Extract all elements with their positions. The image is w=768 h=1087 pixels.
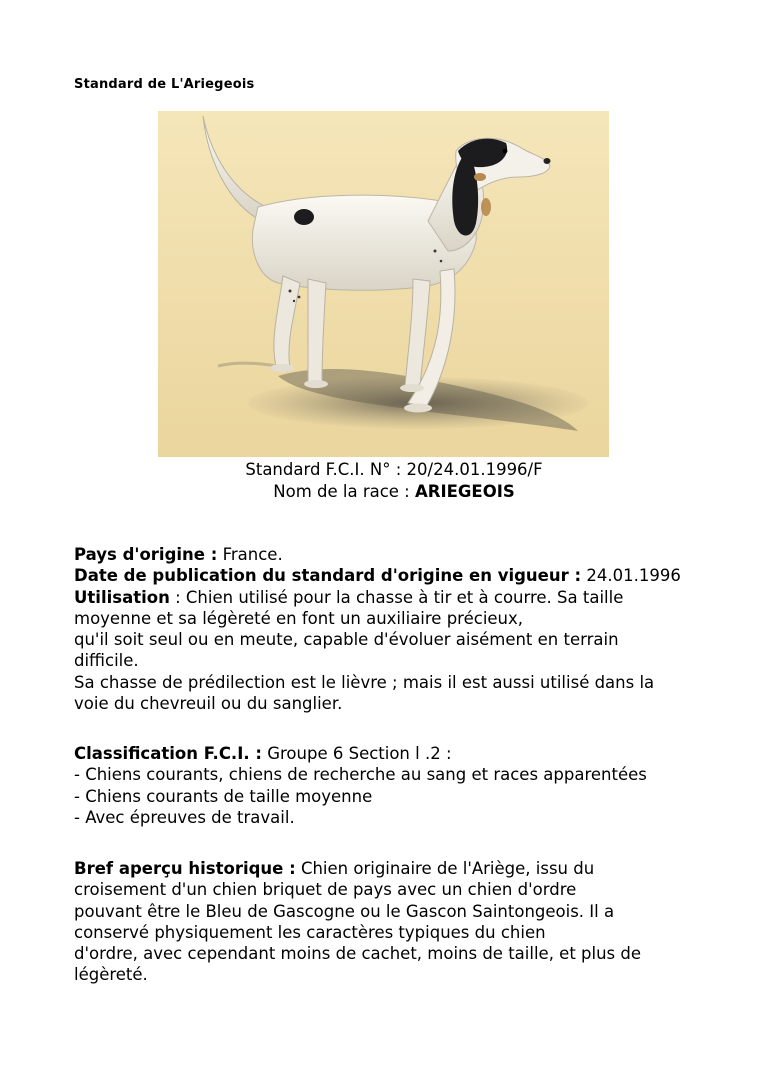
breed-name: ARIEGEOIS: [415, 482, 515, 501]
use-text-1: : Chien utilisé pour la chasse à tir et à courre. Sa taille: [175, 587, 624, 607]
classification-section: [74, 743, 704, 828]
classification-label: Classification F.C.I. :: [74, 744, 262, 763]
use-line-2: moyenne et sa légèreté en font un auxiliaire précieux,: [74, 608, 524, 628]
country-line: [74, 544, 704, 565]
breed-name-line: [0, 482, 768, 501]
use-line-1: [74, 587, 704, 608]
dog-illustration: [158, 111, 609, 457]
history-line-6: légèreté.: [74, 965, 148, 985]
date-label: Date de publication du standard d'origine en vigueur :: [74, 566, 582, 586]
ariegeois-dog-image: [158, 111, 609, 457]
use-label: Utilisation: [74, 587, 170, 607]
use-line-6: voie du chevreuil ou du sanglier.: [74, 694, 343, 714]
history-line-2: croisement d'un chien briquet de pays avec un chien d'ordre: [74, 880, 577, 900]
use-line-5: Sa chasse de prédilection est le lièvre ; mais il est aussi utilisé dans la: [74, 672, 655, 692]
use-line-4: difficile.: [74, 651, 139, 671]
classification-item-1: - Chiens courants, chiens de recherche au sang et races apparentées: [74, 765, 647, 785]
country-value: France.: [222, 545, 283, 564]
date-value: 24.01.1996: [586, 566, 681, 586]
history-label: Bref aperçu historique :: [74, 859, 296, 878]
document-title: Standard de L'Ariegeois: [74, 77, 255, 92]
classification-item-3: - Avec épreuves de travail.: [74, 807, 295, 827]
date-line: [74, 565, 704, 586]
origin-section: [74, 544, 704, 714]
history-line-4: conservé physiquement les caractères typiques du chien: [74, 922, 546, 942]
classification-line: [74, 743, 704, 764]
fci-standard-number: Standard F.C.I. N° : 20/24.01.1996/F: [245, 460, 543, 479]
history-line-1: [74, 858, 704, 879]
history-text-1: Chien originaire de l'Ariège, issu du: [300, 859, 595, 878]
country-label: Pays d'origine :: [74, 545, 218, 564]
use-line-3: qu'il soit seul ou en meute, capable d'évoluer aisément en terrain: [74, 630, 619, 650]
classification-value: Groupe 6 Section l .2 :: [267, 744, 452, 763]
breed-label: Nom de la race :: [273, 482, 410, 501]
history-line-3: pouvant être le Bleu de Gascogne ou le Gascon Saintongeois. Il a: [74, 901, 615, 921]
classification-item-2: - Chiens courants de taille moyenne: [74, 786, 373, 806]
history-line-5: d'ordre, avec cependant moins de cachet, moins de taille, et plus de: [74, 944, 642, 964]
history-section: [74, 858, 704, 986]
